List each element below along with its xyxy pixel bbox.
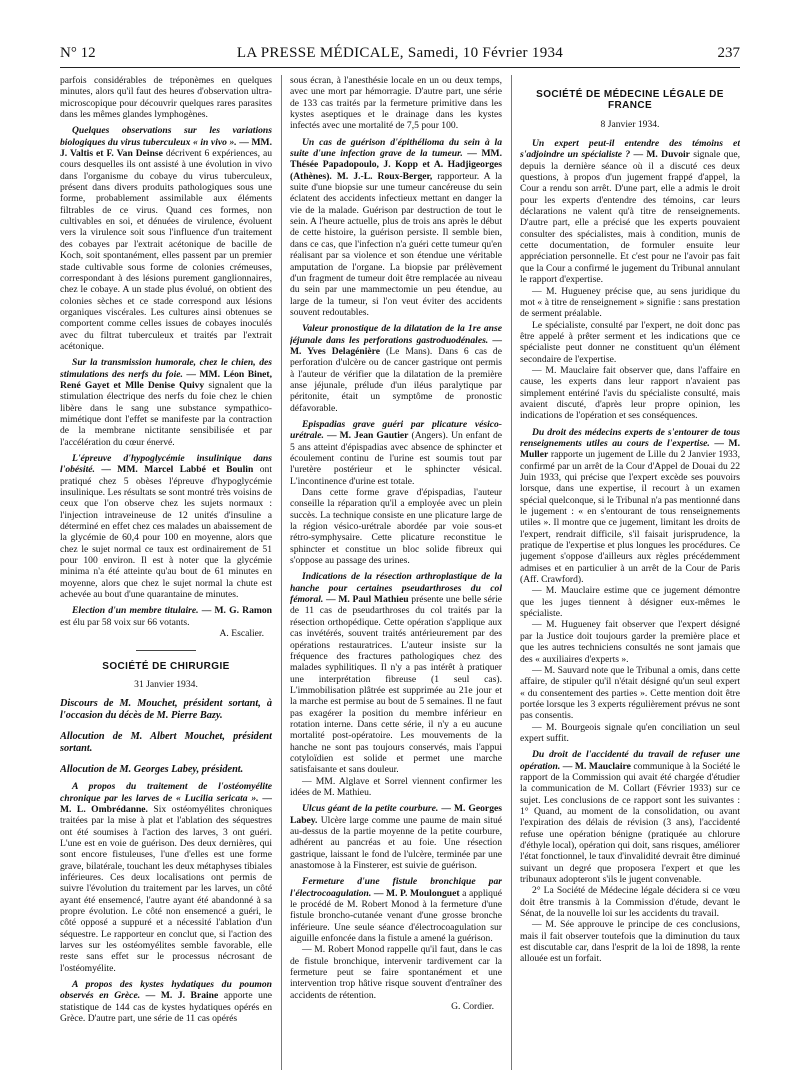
article-authors: — MM. J. Valtis et F. Van Deinse	[60, 136, 272, 160]
issue-number: N° 12	[60, 45, 96, 61]
paragraph: Dans cette forme grave d'épispadias, l'auteur conseille la réparation qu'il a employée avec un plein succès. La technique consiste en une plicature large de la région vésico-urétrale abordée par voie sous-et rétro-symphysaire. Cette plicature reconstitue le sphincter et constitue un bloc solide fibreux qui s'oppose au passage des urines.	[290, 487, 502, 567]
article-authors: — M. P. Moulonguet	[373, 887, 460, 899]
paragraph: — M. Robert Monod rappelle qu'il faut, dans le cas de fistule bronchique, intervenir tardivement car la fermeture peut se faire spontanément et une intervention trop hâtive risque souvent d'entraîner des accidents de rétention.	[290, 944, 502, 1001]
article	[520, 749, 740, 885]
article-text: apporte une statistique de 144 cas de kystes hydatiques opérés en Grèce. D'autre part, une série de 11 cas opérés	[60, 990, 272, 1025]
article-text: (Le Mans). Dans 6 cas de perforation d'ulcère ou de cancer gastrique ont permis à l'auteur de vérifier que la dilatation de la première anse jéjunale, prélude d'un iléus paralytique par péritonite, était un symptôme de pronostic défavorable.	[290, 345, 502, 414]
paragraph: — M. Hugueney fait observer que l'expert désigné par la Justice doit toujours garder la première place et que les autres techniciens consultés ne sont jamais que des « auxiliaires d'experts ».	[520, 619, 740, 665]
article-title: Valeur pronostique de la dilatation de la 1re anse jéjunale dans les perforations gastroduodénales.	[290, 323, 502, 346]
article-title: Ulcus géant de la petite courbure.	[302, 803, 439, 815]
paragraph: parfois considérables de tréponèmes en quelques minutes, alors qu'il faut des heures d'observation ultra-microscopique pour découvrir quelques rares parasites dans les mêmes glandes lymphogènes.	[60, 75, 272, 121]
paragraph: 2° La Société de Médecine légale décidera si ce vœu doit être transmis à la Commission d'étude, devant le Sénat, de la nouvelle loi sur les accidents du travail.	[520, 885, 740, 920]
session-item: Discours de M. Mouchet, président sortant, à l'occasion du décès de M. Pierre Bazy.	[60, 698, 272, 722]
section-date: 31 Janvier 1934.	[134, 678, 198, 690]
article-authors: — M. L. Ombrédanne.	[60, 792, 272, 815]
article-authors: — M. Paul Mathieu	[326, 594, 409, 606]
page-number: 237	[717, 45, 740, 61]
article-authors: — M. Georges Labey.	[290, 803, 502, 826]
article-text: signale que, depuis la dernière séance où il a discuté ces deux questions, à propos d'un jugement frappé d'appel, la Cour a rendu son arrêt. D'une part, elle a admis le droit pour les experts d'entendre des témoins, car leurs déclarations ne valent qu'à titre de renseignements. D'autre part, elle a précisé que les experts pouvaient consulter des spécialistes, mais à condition, munis de cette documentation, de formuler ensuite leur appréciation personnelle. Et c'est pour ne l'avoir pas fait que la Cour a confirmé le jugement du Tribunal annulant le rapport d'expertise.	[520, 149, 740, 286]
signature: G. Cordier.	[451, 1001, 494, 1013]
article	[290, 571, 502, 775]
article	[520, 427, 740, 586]
article	[290, 803, 502, 871]
page-header	[60, 45, 740, 68]
article-authors: — M. Muller	[520, 437, 740, 461]
paragraph: — MM. Alglave et Sorrel viennent confirmer les idées de M. Mathieu.	[290, 775, 502, 798]
article-authors: — M. Yves Delagénière	[290, 334, 502, 357]
article-text: rapporteur. A la suite d'une biopsie sur une tumeur cancéreuse du sein éclatent des accidents infectieux mettant en danger la vie de la malade. Guérison par destruction de tout le sein. A l'heure actuelle, plus de trois ans après le début de cette histoire, la guérison persiste. Il semble bien, dans ce cas, que l'infection n'a guéri cette tumeur qu'en réalisant par sa violence et son étendue une véritable amputation de l'organe. La biopsie par prélèvement d'un fragment de tumeur doit être remplacée au niveau du sein par une mammectomie un peu étendue, au large de la tumeur, si l'on veut éviter des accidents souvent redoutables.	[290, 170, 502, 318]
article-title: Epispadias grave guéri par plicature vésico-urétrale.	[290, 418, 502, 442]
article	[60, 125, 272, 352]
paragraph: — M. Bourgeois signale qu'en conciliation un seul expert suffit.	[520, 721, 740, 744]
article	[290, 419, 502, 487]
paragraph: — M. Mauclaire fait observer que, dans l'affaire en cause, les experts dans leur rapport n'avaient pas simplement entériné l'avis du spécialiste consulté, mais avaient discuté, d'après leur propre opinion, les indications de l'opération et ses conséquences.	[520, 364, 740, 422]
article-text: a appliqué le procédé de M. Robert Monod à la fermeture d'une fistule broncho-cutanée venant d'une grosse bronche inférieure. Une seule séance d'électrocoagulation sur aiguille enfoncée dans la fistule a amené la guérison.	[290, 887, 502, 945]
section-heading: SOCIÉTÉ DE CHIRURGIE	[102, 660, 230, 672]
section-date: 8 Janvier 1934.	[600, 118, 660, 130]
article-text: (Angers). Un enfant de 5 ans atteint d'épispadias avec absence de sphincter et écoulement continu de l'urine est soumis tout par l'uretère postérieur et le sphincter vésical. L'incontinence d'urine est totale.	[290, 430, 502, 487]
journal-title: LA PRESSE MÉDICALE, Samedi, 10 Février 1934	[236, 45, 564, 61]
article-authors: — M. Jean Gautier	[326, 430, 409, 442]
column-divider	[281, 75, 282, 1070]
article-text: est élu par 58 voix sur 66 votants.	[60, 616, 190, 628]
article	[290, 137, 502, 319]
paragraph: Le spécialiste, consulté par l'expert, ne doit donc pas être appelé à prêter serment et les indications que ce spécialiste peut donner ne constituent qu'un élément secondaire de l'expertise.	[520, 319, 740, 365]
article-title: Quelques observations sur les variations biologiques du virus tuberculeux « in vivo ».	[60, 125, 272, 148]
article-text: communique à la Société le rapport de la Commission qui avait été chargée d'étudier la communication de M. Collart (Février 1933) sur ce sujet. Les conclusions de ce rapport sont les suivantes : 1° Quand, au moment de la consolidation, ou avant l'expiration des délais de révision (3 ans), l'accidenté refuse une opération bénigne (pratiquée au chlorure d'éthyle local), opération qui doit, sans risques, améliorer l'état fonctionnel, le taux d'invalidité devrait être diminué suivant un degré que proposera l'expert et que les tribunaux adopteront s'ils le jugent convenable.	[520, 760, 740, 886]
session-item: Allocution de M. Albert Mouchet, président sortant.	[60, 731, 272, 755]
article-authors: — M. G. Ramon	[201, 605, 272, 617]
session-item: Allocution de M. Georges Labey, président.	[60, 764, 244, 776]
article-title: Du droit de l'accidenté du travail de refuser une opération.	[520, 749, 740, 772]
article-title: A propos des kystes hydatiques du poumon observés en Grèce.	[60, 979, 272, 1002]
article	[290, 876, 502, 944]
article	[290, 323, 502, 414]
article-title: A propos du traitement de l'ostéomyélite chronique par les larves de « Lucilia sericata ».	[60, 781, 272, 804]
article	[60, 453, 272, 600]
article	[60, 605, 272, 628]
article-text: Ulcère large comme une paume de main situé au-dessus de la partie moyenne de la petite courbure, adhérent au pancréas et au foie. Une résection gastrique, laissant le fond de l'ulcère, terminée par une anastomose à la Finsterer, est suivie de guérison.	[290, 814, 502, 872]
column-right	[520, 75, 740, 1065]
article-text: décrivent 6 expériences, au cours desquelles ils ont assisté à une évolution in vivo dans l'organisme du cobaye du virus tuberculeux, présent dans divers produits pathologiques sous une forme, probablement assimilable aux éléments filtrables de ce virus. Quand ces formes, non cultivables en soi, et dénuées de virulence, évoluent vers la virulence soit sous l'influence d'un traitement des cobayes par l'extrait acétonique de bacille de Koch, soit spontanément, elles passent par un premier stade cultivable sous forme de colonies crémeuses, correspondant à des lésions purement ganglionnaires, chez le cobaye. A un stade plus évolué, on obtient des colonies sèches et ce stade correspond aux lésions organiques viscérales. Les cultures ainsi obtenues se comportent comme celles issues de cobayes inoculés avec du filtrat tuberculeux et traités par l'extrait acétonique.	[60, 148, 272, 352]
article-title: Indications de la résection arthroplastique de la hanche pour certaines pseudarthroses du col fémoral.	[290, 571, 502, 606]
article-authors: — MM. Léon Binet, René Gayet et Mlle Denise Quivy	[60, 368, 272, 391]
article-authors: — MM. Marcel Labbé et Boulin	[101, 464, 254, 476]
article-title: Un expert peut-il entendre des témoins et s'adjoindre un spécialiste ?	[520, 138, 740, 161]
article-text: rapporte un jugement de Lille du 2 Janvier 1933, confirmé par un arrêt de la Cour d'Appel de Douai du 22 Juin 1933, qui précise que l'expert excède ses pouvoirs lorsque, dans une expertise, il recourt à un examen spécial quelconque, si le Tribunal n'a pas mentionné dans le jugement : « en s'entourant de tous renseignements utiles ». Il montre que ce jugement, limitant les droits de l'expert, rendrait difficile, s'il faisait jurisprudence, la pratique de l'expertise et plus longues les procédures. Ce jugement s'oppose d'ailleurs aux règles précédemment admises et en particulier à un arrêt de la Cour de Paris (Aff. Crawford).	[520, 449, 740, 586]
article-title: L'épreuve d'hypoglycémie insulinique dans l'obésité.	[60, 453, 272, 476]
article	[60, 781, 272, 974]
column-divider	[511, 75, 512, 1070]
article-text: présente une belle série de 11 cas de pseudarthroses du col traités par la résection orthopédique. Cette opération s'applique aux cas invétérés, souvent traités antérieurement par des opérations restauratrices. L'auteur insiste sur la fréquence des fractures pathologiques chez des malades syphilitiques. Il n'y a pas intérêt à pratiquer une interprétation fibreuse (1 seul cas). L'immobilisation plâtrée est supprimée au 21e jour et la marche est permise au bout de 5 semaines. Il ne faut pas exagérer la position du membre inférieur en rotation interne. Dans cette série, il n'y a eu aucune mortalité post-opératoire. Les mouvements de la hanche ne sont pas toujours conservés, mais l'appui cotyloïdien est solide et permet une marche satisfaisante et sans douleur.	[290, 594, 502, 776]
paragraph: — M. Sauvard note que le Tribunal a omis, dans cette affaire, de stipuler qu'il n'était désigné qu'un seul expert « du consentement des parties ». Cette mention doit être portée lorsque les 3 experts régulièrement prévus ne sont pas consentis.	[520, 664, 740, 722]
paragraph: — M. Hugueney précise que, au sens juridique du mot « à titre de renseignement » signifie : sans prestation de serment préalable.	[520, 285, 740, 320]
article-authors: — M. Mauclaire	[562, 760, 631, 772]
article-authors: — M. J. Braine	[145, 990, 219, 1002]
article-text: Six ostéomyélites chroniques traitées par la mise à plat et l'ablation des séquestres ont été soumises à l'action des larves, 3 ont guéri. L'une est en voie de guérison. Des deux dernières, qui sont encore fistuleuses, l'une d'elles est une forme grave, bilatérale, touchant les deux métaphyses tibiales inférieures. Ces deux localisations ont permis de suivre l'évolution du traitement par les larves, un côté ayant été ensemencé, l'autre ayant été abandonné à sa propre évolution. Le côté non ensemencé a guéri, le côté opposé a suppuré et a nécessité l'ablation d'un séquestre. Le rapporteur en conclut que, si l'action des larves sur les ostéomyélites semble favorable, elle reste sans effet sur le processus nécrosant de l'ostéomyélite.	[60, 803, 272, 974]
article-title: Un cas de guérison d'épithélioma du sein à la suite d'une infection grave de la tumeur.	[290, 136, 502, 160]
column-left	[60, 75, 272, 1065]
signature: A. Escalier.	[219, 628, 264, 640]
paragraph: sous écran, à l'anesthésie locale en un ou deux temps, avec une mort par hémorragie. D'autre part, une série de 133 cas traités par la fermeture primitive dans les kystes aseptiques et le drainage dans les kystes infectés avec une mortalité de 7,5 pour 100.	[290, 75, 502, 132]
separator-rule	[136, 650, 196, 651]
article-text: ont pratiqué chez 5 obèses l'épreuve d'hypoglycémie insulinique. Les résultats se sont montré très voisins de ceux que l'on observe chez les sujets normaux : l'injection intraveineuse de 12 unités d'insuline a déterminé en effet chez ces malades un abaissement de la glycémie de 60,4 pour 100 en moyenne, alors que chez le sujet normal ce taux est ordinairement de 51 pour 100 environ. Il est à noter que la glycémie minima n'a été atteinte qu'au bout de 61 minutes en moyenne, alors que chez le sujet normal la chute est achevée au bout d'une quarantaine de minutes.	[60, 464, 272, 601]
article-text: signalent que la stimulation électrique des nerfs du foie chez le chien libère dans le sang une substance sympathico-mimétique dont l'effet se manifeste par la contraction de la membrane nictitante sensibilisée et par l'accélération du cœur énervé.	[60, 379, 272, 448]
article-authors: — M. Duvoir	[633, 149, 690, 161]
article-title: Election d'un membre titulaire.	[72, 605, 199, 617]
column-middle	[290, 75, 502, 1065]
article-authors: — MM. Thésée Papadopoulo, J. Kopp et A. Hadjigeorges (Athènes). M. J.-L. Roux-Berger,	[290, 148, 502, 182]
article-title: Fermeture d'une fistule bronchique par l'électrocoagulation.	[290, 876, 502, 899]
article	[60, 979, 272, 1024]
section-heading: SOCIÉTÉ DE MÉDECINE LÉGALE DE FRANCE	[536, 89, 724, 112]
paragraph: — M. Mauclaire estime que ce jugement démontre que les juges tiennent à désigner eux-mêmes le spécialiste.	[520, 585, 740, 620]
article-title: Du droit des médecins experts de s'entourer de tous renseignements utiles au cours de l'expertise.	[520, 426, 740, 449]
article-title: Sur la transmission humorale, chez le chien, des stimulations des nerfs du foie.	[60, 357, 272, 380]
article	[60, 357, 272, 448]
article	[520, 138, 740, 285]
paragraph: — M. Sée approuve le principe de ces conclusions, mais il fait observer toutefois que la diminution du taux est discutable car, dans l'esprit de la loi de 1898, la rente allouée est un forfait.	[520, 919, 740, 965]
